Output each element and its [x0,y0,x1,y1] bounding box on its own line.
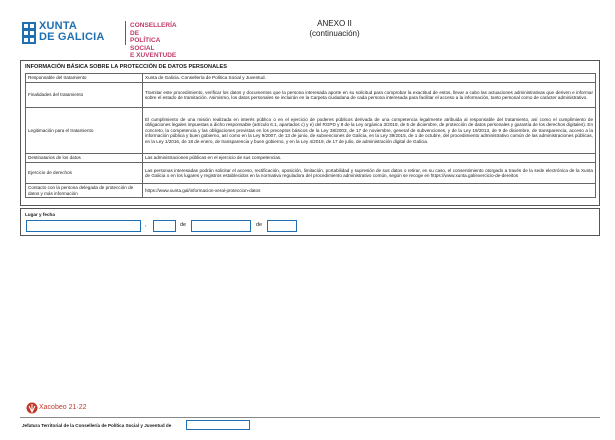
comma-separator: , [145,222,147,228]
place-input[interactable] [26,220,141,232]
xunta-logo [22,18,177,59]
table-row [26,108,596,154]
place-date-section [20,208,600,236]
table-row [26,184,596,198]
row-value: Las personas interesadas podrán solicitar el acceso, rectificación, oposición, limitación, portabilidad y supresión de sus datos o retirar, en su caso, el consentimiento otorgado a través de la sede electrónica de la Xunta de Galicia o en los lugares y registros establecidos en la normativa reguladora del procedimiento administrativo común, según se recoge en https://www.xunta.gal/exercicio-de-dereitos [143,163,596,184]
conselleria-line-2: POLÍTICA SOCIAL [130,37,161,52]
annex-heading [272,19,397,39]
row-label: Ejercicio de derechos [26,163,143,184]
table-row [26,83,596,108]
conselleria-line-3: E XUVENTUDE [130,52,177,59]
conselleria-line-1: CONSELLERÍA DE [130,22,177,37]
footer-jefatura-text: Jefatura Territorial de la Consellería de Política Social y Juventud de [22,423,172,428]
day-input[interactable] [153,220,176,232]
row-label: Destinatarios de los datos [26,154,143,163]
data-protection-title: INFORMACIÓN BÁSICA SOBRE LA PROTECCIÓN DE DATOS PERSONALES [25,64,228,70]
month-input[interactable] [191,220,251,232]
row-label: Legitimación para el tratamiento [26,108,143,154]
table-row [26,163,596,184]
year-input[interactable] [267,220,297,232]
row-label: Finalidades del tratamiento [26,83,143,108]
xacobeo-text: Xacobeo 21·22 [39,404,87,411]
de-separator-1: de [180,222,187,228]
logo-text [39,21,105,43]
jefatura-input[interactable] [186,420,250,430]
annex-subtitle: (continuación) [309,29,360,38]
logo-divider [125,21,126,45]
annex-title: ANEXO II [317,19,352,28]
row-value: https://www.xunta.gal/informacion-xeral-proteccion-datos [143,184,596,198]
xacobeo-shell-icon [26,402,38,414]
data-protection-table [25,73,596,198]
place-date-label: Lugar y fecha [25,212,55,217]
row-value: Las administraciones públicas en el ejercicio de sus competencias. [143,154,596,163]
data-protection-section [20,60,600,206]
logo-line-1: XUNTA [39,20,78,32]
row-value: Tramitar este procedimiento, verificar los datos y documentos que la persona interesada aporte en su solicitud para comprobar la exactitud de estos, llevar a cabo las actuaciones administrativas que deriven e informar sobre el estado de tramitación. Asimismo, los datos personales se incluirán en la Carpeta ciudadana de cada persona interesada para facilitar el acceso a la información, tanto personal como de carácter administrativo. [143,83,596,108]
footer-divider [20,417,600,418]
table-row [26,154,596,163]
row-label: Contacto con la persona delegada de protección de datos y más información [26,184,143,198]
table-row [26,74,596,83]
de-separator-2: de [256,222,263,228]
page-header [22,18,602,59]
row-label: Responsable del tratamiento [26,74,143,83]
row-value: El cumplimiento de una misión realizada en interés público o en el ejercicio de poderes públicos derivada de una competencia legalmente atribuida al responsable del tratamiento, así como el cumplimiento de obligaciones legales impuestas a dicho responsable (artículo 6.1, apartados c) y e) del RGPD y 8 de la Ley orgánica 3/2018, de 5 de diciembre, de protección de datos personales y garantía de los derechos digitales). En concreto, la competencia y las obligaciones previstas en los preceptos básicos de la Ley 38/2003, de 17 de noviembre, general de subvenciones, y de la Ley 19/2013, de 9 de diciembre, de transparencia, acceso a la información pública y buen gobierno, así como en la Ley 9/2007, de 13 de junio, de subvenciones de Galicia, en la Ley 39/2015, de 1 de octubre, del procedimiento administrativo común de las administraciones públicas, en la Ley 1/2016, de 18 de enero, de transparencia y buen gobierno, y en la Ley 4/2019, de 17 de julio, de administración digital de Galicia. [143,108,596,154]
row-value: Xunta de Galicia. Consellería de Política Social y Juventud. [143,74,596,83]
xunta-emblem-icon [22,22,36,44]
conselleria-name [130,22,176,60]
logo-line-2: DE GALICIA [39,31,105,43]
